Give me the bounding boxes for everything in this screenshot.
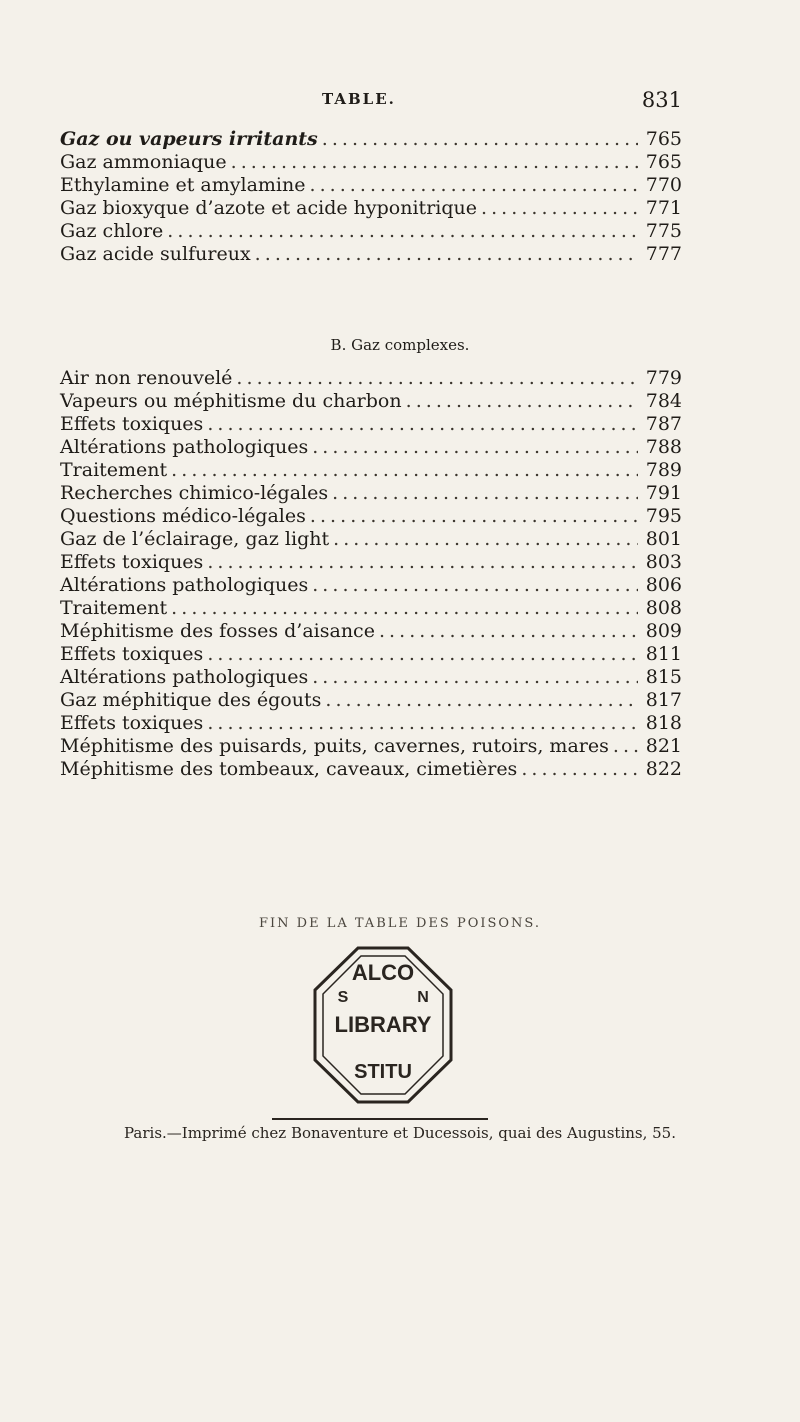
toc-entry (60, 413, 682, 436)
toc-entry (60, 643, 682, 666)
toc-entry-label: Recherches chimico-légales (60, 482, 329, 504)
dot-leader (231, 151, 638, 174)
toc-entry-page: 801 (645, 528, 682, 550)
toc-entry-page: 803 (645, 551, 682, 573)
toc-entry-label: Altérations pathologiques (60, 436, 309, 458)
toc-entry-label: Traitement (60, 459, 168, 481)
toc-entry-page: 779 (645, 367, 682, 389)
toc-entry-page: 795 (645, 505, 682, 527)
toc-entry-page: 784 (645, 390, 682, 412)
page-header (60, 88, 682, 120)
toc-entry-page: 765 (645, 128, 682, 150)
toc-entry-page: 806 (645, 574, 682, 596)
stamp-bottom-text: STITU (354, 1061, 412, 1083)
toc-entry (60, 551, 682, 574)
toc-entry-page: 775 (645, 220, 682, 242)
toc-entry-label: Vapeurs ou méphitisme du charbon (60, 390, 402, 412)
toc-entry-label: Méphitisme des fosses d’aisance (60, 620, 375, 642)
toc-entry (60, 436, 682, 459)
toc-entry (60, 758, 682, 781)
toc-entry (60, 367, 682, 390)
toc-entry (60, 151, 682, 174)
toc-entry-page: 821 (645, 735, 682, 757)
dot-leader (255, 243, 638, 266)
toc-entry-label: Effets toxiques (60, 712, 204, 734)
toc-entry-label: Effets toxiques (60, 551, 204, 573)
dot-leader (207, 413, 638, 436)
toc-section-a (60, 128, 682, 266)
toc-entry-page: 777 (645, 243, 682, 265)
running-title: TABLE. (322, 90, 396, 108)
page-number: 831 (641, 88, 682, 112)
toc-entry (60, 390, 682, 413)
toc-entry-page: 822 (645, 758, 682, 780)
toc-entry (60, 459, 682, 482)
toc-entry-label: Gaz bioxyque d’azote et acide hyponitrique (60, 197, 477, 219)
toc-entry-page: 787 (645, 413, 682, 435)
dot-leader (207, 712, 638, 735)
dot-leader (613, 735, 638, 758)
toc-entry (60, 482, 682, 505)
toc-entry-label: Traitement (60, 597, 168, 619)
imprint-line: Paris.—Imprimé chez Bonaventure et Ducessois, quai des Augustins, 55. (123, 1124, 676, 1142)
toc-entry-label: Méphitisme des puisards, puits, cavernes, rutoirs, mares (60, 735, 609, 757)
dot-leader (312, 574, 638, 597)
dot-leader (207, 551, 638, 574)
stamp-middle-text: LIBRARY (334, 1012, 432, 1037)
toc-entry-label: Altérations pathologiques (60, 666, 309, 688)
toc-entry-label: Effets toxiques (60, 413, 204, 435)
toc-entry-page: 811 (645, 643, 682, 665)
toc-entry-label: Effets toxiques (60, 643, 204, 665)
toc-entry-page: 788 (645, 436, 682, 458)
toc-entry-page: 818 (645, 712, 682, 734)
toc-entry-page: 808 (645, 597, 682, 619)
toc-section-b (60, 367, 682, 781)
toc-entry-page: 791 (645, 482, 682, 504)
dot-leader (333, 528, 638, 551)
toc-entry-page: 765 (645, 151, 682, 173)
dot-leader (312, 436, 638, 459)
toc-entry-label: Gaz chlore (60, 220, 164, 242)
stamp-top-text: ALCO (351, 960, 415, 985)
dot-leader (481, 197, 638, 220)
library-stamp (303, 940, 463, 1110)
toc-entry-label: Altérations pathologiques (60, 574, 309, 596)
toc-entry-page: 815 (645, 666, 682, 688)
toc-entry (60, 505, 682, 528)
toc-entry (60, 620, 682, 643)
dot-leader (167, 220, 638, 243)
dot-leader (325, 689, 638, 712)
toc-entry (60, 128, 682, 151)
toc-entry-label: Gaz ammoniaque (60, 151, 227, 173)
dot-leader (322, 128, 638, 151)
dot-leader (171, 459, 638, 482)
stamp-right-text: N (417, 989, 429, 1006)
stamp-left-text: S (337, 989, 349, 1006)
dot-leader (207, 643, 638, 666)
toc-entry (60, 528, 682, 551)
toc-entry-page: 809 (645, 620, 682, 642)
dot-leader (332, 482, 638, 505)
toc-entry-page: 770 (645, 174, 682, 196)
toc-entry-page: 789 (645, 459, 682, 481)
toc-entry-label: Ethylamine et amylamine (60, 174, 306, 196)
dot-leader (171, 597, 638, 620)
toc-entry (60, 220, 682, 243)
toc-entry (60, 712, 682, 735)
end-note: FIN DE LA TABLE DES POISONS. (258, 916, 542, 931)
toc-entry-label: Gaz de l’éclairage, gaz light (60, 528, 330, 550)
toc-entry-label: Gaz méphitique des égouts (60, 689, 322, 711)
toc-entry-label: Questions médico-légales (60, 505, 306, 527)
dot-leader (236, 367, 638, 390)
toc-entry-page: 771 (645, 197, 682, 219)
dot-leader (312, 666, 638, 689)
toc-entry-label: Gaz acide sulfureux (60, 243, 251, 265)
toc-entry (60, 174, 682, 197)
toc-entry (60, 666, 682, 689)
toc-entry (60, 597, 682, 620)
separator-rule (272, 1118, 488, 1120)
toc-entry (60, 243, 682, 266)
dot-leader (521, 758, 638, 781)
toc-entry (60, 689, 682, 712)
toc-entry-page: 817 (645, 689, 682, 711)
toc-entry-label: Méphitisme des tombeaux, caveaux, cimetières (60, 758, 518, 780)
dot-leader (310, 505, 638, 528)
dot-leader (406, 390, 638, 413)
dot-leader (309, 174, 638, 197)
toc-entry-label: Gaz ou vapeurs irritants (60, 128, 318, 150)
toc-entry (60, 197, 682, 220)
section-subheading: B. Gaz complexes. (330, 336, 470, 354)
toc-entry (60, 574, 682, 597)
toc-entry-label: Air non renouvelé (60, 367, 233, 389)
toc-entry (60, 735, 682, 758)
dot-leader (379, 620, 638, 643)
